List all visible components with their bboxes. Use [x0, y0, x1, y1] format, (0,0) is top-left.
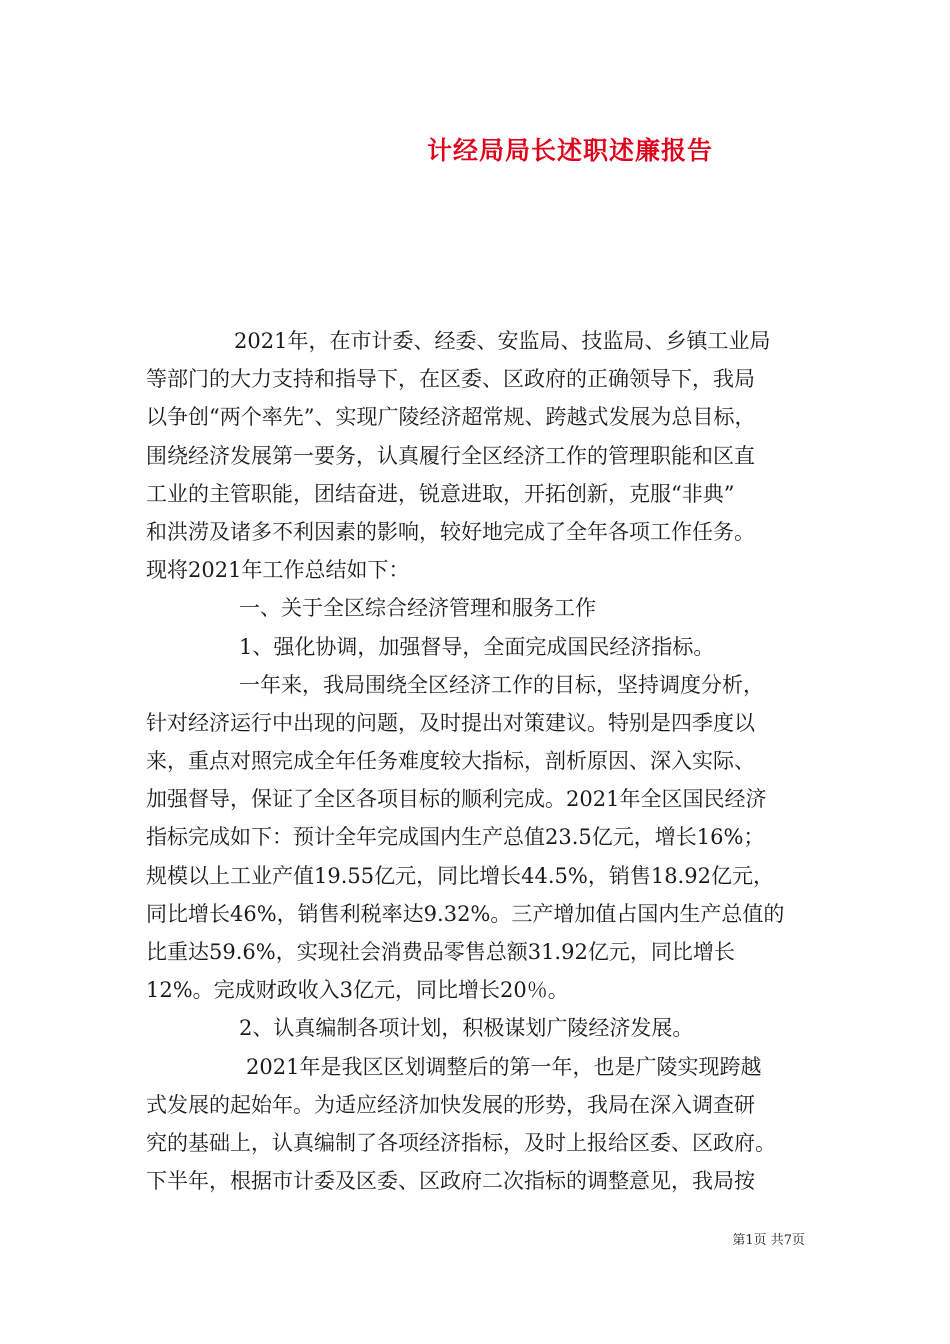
- paragraph-line: 规模以上工业产值19.55亿元，同比增长44.5%，销售18.92亿元，: [146, 863, 774, 888]
- paragraph-line: 比重达59.6%，实现社会消费品零售总额31.92亿元，同比增长: [146, 940, 735, 964]
- paragraph-line: 2021年是我区区划调整后的第一年，也是广陵实现跨越: [246, 1054, 762, 1079]
- paragraph-line: 2021年，在市计委、经委、安监局、技监局、乡镇工业局: [234, 329, 771, 353]
- paragraph-line: 和洪涝及诸多不利因素的影响，较好地完成了全年各项工作任务。: [146, 519, 755, 544]
- paragraph-line: 工业的主管职能，团结奋进，锐意进取，开拓创新，克服“非典”: [146, 481, 735, 506]
- paragraph-line: 指标完成如下：预计全年完成国内生产总值23.5亿元，增长16%；: [146, 825, 765, 850]
- paragraph-line: 12%。完成财政收入3亿元，同比增长20％。: [146, 978, 569, 1003]
- paragraph-line: 以争创“两个率先”、实现广陵经济超常规、跨越式发展为总目标，: [146, 405, 756, 430]
- paragraph-line: 式发展的起始年。为适应经济加快发展的形势，我局在深入调查研: [146, 1092, 755, 1117]
- paragraph-line: 等部门的大力支持和指导下，在区委、区政府的正确领导下，我局: [146, 367, 755, 392]
- paragraph-line: 同比增长46%，销售利税率达9.32%。三产增加值占国内生产总值的: [146, 901, 785, 926]
- paragraph-line: 下半年，根据市计委及区委、区政府二次指标的调整意见，我局按: [146, 1169, 755, 1194]
- paragraph-line: 围绕经济发展第一要务，认真履行全区经济工作的管理职能和区直: [146, 443, 755, 468]
- paragraph-line: 针对经济运行中出现的问题，及时提出对策建议。特别是四季度以: [146, 710, 755, 735]
- document-title: 计经局局长述职述廉报告: [426, 136, 713, 165]
- document-body: [146, 322, 814, 1200]
- paragraph-line: 现将2021年工作总结如下：: [146, 558, 410, 583]
- section-heading: 一、关于全区综合经济管理和服务工作: [239, 596, 596, 621]
- paragraph-line: 一年来，我局围绕全区经济工作的目标，坚持调度分析，: [239, 672, 764, 697]
- paragraph-line: 加强督导，保证了全区各项目标的顺利完成。2021年全区国民经济: [146, 787, 767, 812]
- paragraph-line: 来，重点对照完成全年任务难度较大指标，剖析原因、深入实际、: [146, 749, 755, 774]
- paragraph-line: 究的基础上，认真编制了各项经济指标，及时上报给区委、区政府。: [146, 1130, 776, 1155]
- subsection-heading: 2、认真编制各项计划，积极谋划广陵经济发展。: [239, 1016, 694, 1041]
- subsection-heading: 1、强化协调，加强督导，全面完成国民经济指标。: [239, 634, 715, 659]
- page-number: 第1页 共7页: [732, 1233, 805, 1248]
